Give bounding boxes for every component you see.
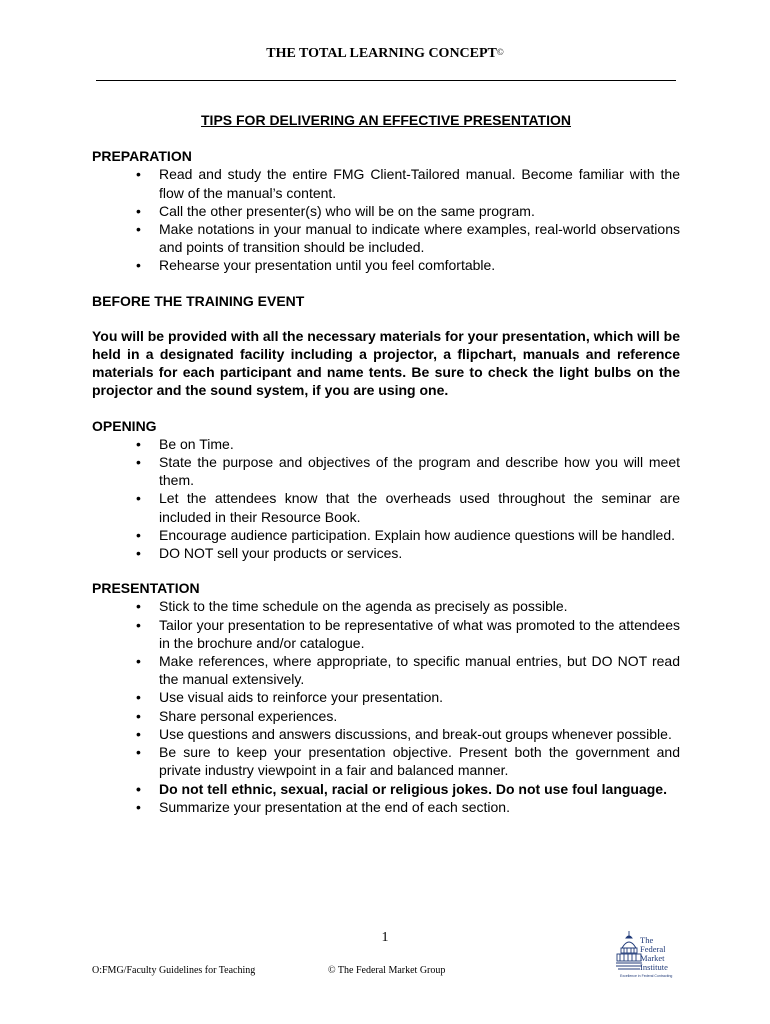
logo-line: The <box>640 935 654 945</box>
list-item: • Make references, where appropriate, to specific manual entries, but DO NOT read the manual extensively. <box>92 652 680 688</box>
list-item: • Encourage audience participation. Explain how audience questions will be handled. <box>92 526 680 544</box>
list-item: • Be sure to keep your presentation objective. Present both the government and private industry viewpoint in a fair and balanced manner. <box>92 743 680 779</box>
list-item: • State the purpose and objectives of the program and describe how you will meet them. <box>92 453 680 489</box>
list-item: • Tailor your presentation to be representative of what was promoted to the attendees in the brochure and/or catalogue. <box>92 616 680 652</box>
section-heading-preparation: PREPARATION <box>92 148 192 165</box>
capitol-dome-icon <box>616 930 642 974</box>
list-item: • Summarize your presentation at the end of each section. <box>92 798 680 816</box>
list-item: • Stick to the time schedule on the agenda as precisely as possible. <box>92 597 680 615</box>
list-item: • Share personal experiences. <box>92 707 680 725</box>
section-heading-before-training: BEFORE THE TRAINING EVENT <box>92 292 305 309</box>
document-body <box>92 111 680 833</box>
logo-line: Market <box>640 953 665 963</box>
list-item: • Rehearse your presentation until you feel comfortable. <box>92 256 680 274</box>
presentation-list <box>92 597 680 815</box>
header-title <box>0 46 770 62</box>
preparation-list <box>92 165 680 274</box>
before-training-paragraph: You will be provided with all the necessary materials for your presentation, which will be held in a designated facility including a projector, a flipchart, manuals and reference materials for each participant and name tents. Be sure to check the light bulbs on the projector and the sound system, if you are using one. <box>92 327 680 399</box>
header-rule <box>96 80 676 81</box>
page-number: 1 <box>381 930 389 945</box>
federal-market-institute-logo <box>616 930 686 978</box>
footer-file-path: O:FMG/Faculty Guidelines for Teaching <box>92 965 256 976</box>
section-heading-presentation: PRESENTATION <box>92 580 200 597</box>
list-item: • DO NOT sell your products or services. <box>92 544 680 562</box>
section-heading-opening: OPENING <box>92 417 157 434</box>
list-item: • Let the attendees know that the overheads used throughout the seminar are included in their Resource Book. <box>92 489 680 525</box>
footer-copyright: © The Federal Market Group <box>328 965 446 976</box>
logo-line: Institute <box>640 962 668 972</box>
spacer <box>92 310 680 327</box>
list-item: • Be on Time. <box>92 435 680 453</box>
list-item: • Use visual aids to reinforce your presentation. <box>92 688 680 706</box>
list-item-bold: • Do not tell ethnic, sexual, racial or religious jokes. Do not use foul language. <box>92 780 680 798</box>
list-item: • Read and study the entire FMG Client-Tailored manual. Become familiar with the flow of the manual’s content. <box>92 165 680 201</box>
logo-line: Federal <box>640 944 666 954</box>
opening-list <box>92 435 680 562</box>
logo-text <box>640 936 668 972</box>
list-item: • Use questions and answers discussions, and break-out groups whenever possible. <box>92 725 680 743</box>
list-item: • Call the other presenter(s) who will be on the same program. <box>92 202 680 220</box>
header-title-text: THE TOTAL LEARNING CONCEPT <box>266 46 497 61</box>
list-item: • Make notations in your manual to indicate where examples, real-world observations and points of transition should be included. <box>92 220 680 256</box>
document-title: TIPS FOR DELIVERING AN EFFECTIVE PRESENTATION <box>201 112 571 128</box>
logo-tagline: Excellence in Federal Contracting <box>620 974 673 978</box>
copyright-symbol: © <box>496 47 504 57</box>
